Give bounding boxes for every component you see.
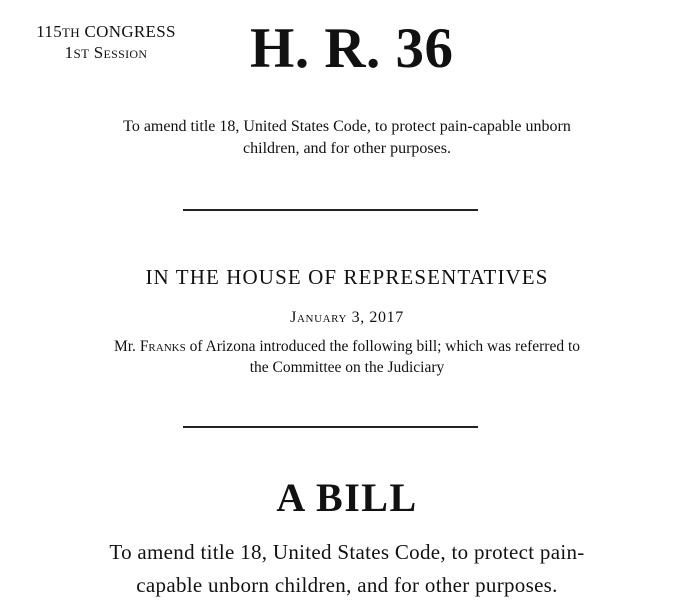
long-title-line-1: To amend title 18, United States Code, to protect pain- (109, 540, 585, 564)
congress-word: CONGRESS (84, 22, 176, 41)
short-title-line-1: To amend title 18, United States Code, to protect pain-capable unborn (123, 118, 571, 135)
divider-rule (183, 209, 478, 211)
action-line-2: the Committee on the Judiciary (249, 359, 445, 376)
session-number: 1 (64, 43, 74, 62)
session-line (16, 43, 196, 64)
chamber-heading: IN THE HOUSE OF REPRESENTATIVES (145, 265, 549, 289)
congress-number: 115 (36, 22, 63, 41)
session-word: Session (93, 43, 148, 62)
action-line-1-rest: of Arizona introduced the following bill; which was referred to (189, 338, 581, 355)
sponsor-prefix: Mr. (113, 338, 136, 355)
congress-suffix: TH (62, 25, 80, 40)
divider-rule (183, 426, 478, 428)
congress-line (16, 22, 196, 43)
long-title (0, 536, 694, 602)
bill-number: H. R. 36 (250, 17, 454, 80)
short-title (0, 116, 694, 160)
short-title-line-2: children, and for other purposes. (243, 140, 451, 157)
action-text (0, 336, 694, 378)
sponsor-name: Franks (139, 338, 186, 355)
congress-session-header (16, 22, 196, 64)
action-line-1 (0, 336, 694, 357)
introduction-date: January 3, 2017 (290, 309, 404, 326)
long-title-line-2: capable unborn children, and for other purposes. (136, 573, 558, 597)
session-suffix: ST (73, 46, 90, 61)
bill-heading: A BILL (276, 475, 418, 520)
